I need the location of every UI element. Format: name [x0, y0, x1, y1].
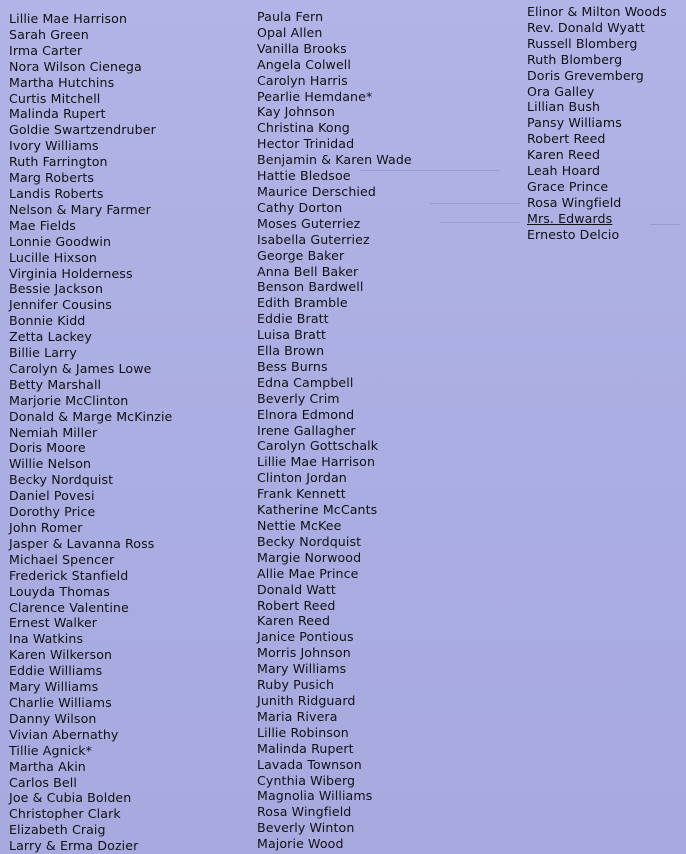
name-entry: Charlie Williams — [9, 694, 112, 710]
name-entry: Angela Colwell — [257, 56, 352, 72]
name-entry: Becky Nordquist — [257, 533, 362, 549]
name-entry: Robert Reed — [257, 597, 336, 613]
name-entry: Grace Prince — [527, 178, 609, 194]
name-entry: Mae Fields — [9, 217, 76, 233]
name-entry: Robert Reed — [527, 131, 606, 147]
name-entry: Rosa Wingfield — [527, 194, 622, 210]
name-entry: Malinda Rupert — [257, 740, 354, 756]
name-entry: Ruth Farrington — [9, 154, 108, 170]
name-entry: Michael Spencer — [9, 551, 115, 567]
name-column-2 — [257, 9, 412, 852]
name-entry: Margie Norwood — [257, 549, 362, 565]
name-entry: Becky Nordquist — [9, 472, 114, 488]
name-entry: Frank Kennett — [257, 486, 346, 502]
name-entry: Maurice Derschied — [257, 183, 376, 199]
name-entry: Janice Pontious — [257, 629, 354, 645]
name-entry: Lillian Bush — [527, 99, 601, 115]
name-entry: Bonnie Kidd — [9, 313, 86, 329]
name-entry: Curtis Mitchell — [9, 90, 101, 106]
name-entry: Allie Mae Prince — [257, 565, 359, 581]
name-entry: Doris Grevemberg — [527, 67, 644, 83]
name-entry: Malinda Rupert — [9, 106, 106, 122]
bleed-through-line — [440, 222, 520, 223]
name-entry: Pearlie Hemdane* — [257, 88, 373, 104]
name-entry: Danny Wilson — [9, 710, 97, 726]
name-entry: Frederick Stanfield — [9, 567, 129, 583]
name-entry: Virginia Holderness — [9, 265, 133, 281]
name-entry: Ella Brown — [257, 343, 325, 359]
name-entry: Nelson & Mary Farmer — [9, 201, 151, 217]
name-entry: Christina Kong — [257, 120, 350, 136]
name-entry: Karen Wilkerson — [9, 647, 113, 663]
name-entry: Cathy Dorton — [257, 199, 343, 215]
name-entry: Irene Gallagher — [257, 422, 356, 438]
name-entry: Zetta Lackey — [9, 329, 92, 345]
name-entry: Elnora Edmond — [257, 406, 355, 422]
name-entry: John Romer — [9, 520, 83, 535]
name-entry: Lillie Mae Harrison — [9, 11, 128, 26]
name-entry: Opal Allen — [257, 24, 323, 40]
name-entry: George Baker — [257, 247, 345, 263]
name-entry: Jennifer Cousins — [9, 297, 112, 313]
name-entry: Landis Roberts — [9, 185, 104, 201]
name-entry: Mrs. Edwards — [527, 210, 613, 226]
name-entry: Mary Williams — [9, 679, 99, 695]
name-entry: Vanilla Brooks — [257, 40, 347, 56]
name-entry: Leah Hoard — [527, 163, 601, 179]
name-entry: Elizabeth Craig — [9, 822, 106, 838]
name-entry: Lillie Mae Harrison — [257, 454, 376, 470]
name-entry: Irma Carter — [9, 42, 83, 58]
name-entry: Beverly Winton — [257, 820, 355, 836]
name-entry: Benson Bardwell — [257, 279, 364, 295]
name-entry: Magnolia Williams — [257, 788, 373, 804]
name-entry: Lavada Townson — [257, 756, 362, 772]
name-entry: Beverly Crim — [257, 390, 340, 406]
name-entry: Eddie Williams — [9, 663, 103, 679]
name-entry: Elinor & Milton Woods — [527, 4, 667, 19]
name-entry: Betty Marshall — [9, 376, 102, 392]
name-entry: Ruth Blomberg — [527, 51, 623, 67]
name-entry: Billie Larry — [9, 345, 77, 361]
name-entry: Kay Johnson — [257, 104, 335, 120]
name-entry: Carolyn & James Lowe — [9, 360, 152, 376]
name-entry: Nora Wilson Cienega — [9, 58, 142, 74]
name-entry: Morris Johnson — [257, 645, 351, 661]
name-entry: Karen Reed — [527, 147, 601, 163]
name-entry: Karen Reed — [257, 613, 331, 629]
name-entry: Doris Moore — [9, 440, 86, 456]
name-entry: Junith Ridguard — [257, 692, 356, 708]
bleed-through-line — [430, 203, 520, 204]
name-entry: Luisa Bratt — [257, 327, 327, 343]
name-entry: Sarah Green — [9, 26, 89, 42]
name-entry: Anna Bell Baker — [257, 263, 359, 279]
name-entry: Majorie Wood — [257, 836, 344, 852]
name-entry: Maria Rivera — [257, 708, 338, 724]
name-entry: Vivian Abernathy — [9, 726, 119, 742]
name-entry: Nettie McKee — [257, 518, 342, 533]
name-entry: Christopher Clark — [9, 806, 121, 822]
name-column-1 — [9, 11, 172, 854]
name-entry: Russell Blomberg — [527, 35, 638, 51]
name-entry: Hector Trinidad — [257, 136, 355, 152]
name-entry: Rosa Wingfield — [257, 804, 352, 820]
name-entry: Goldie Swartzendruber — [9, 122, 156, 138]
name-entry: Pansy Williams — [527, 115, 622, 131]
name-entry: Benjamin & Karen Wade — [257, 152, 412, 168]
name-entry: Joe & Cubia Bolden — [9, 790, 132, 806]
name-entry: Mary Williams — [257, 661, 347, 677]
name-entry: Carlos Bell — [9, 774, 77, 790]
name-entry: Larry & Erma Dozier — [9, 838, 139, 854]
name-entry: Lucille Hixson — [9, 249, 98, 265]
name-entry: Jasper & Lavanna Ross — [9, 535, 155, 551]
name-entry: Ernest Walker — [9, 615, 98, 631]
name-entry: Louyda Thomas — [9, 583, 110, 599]
name-entry: Carolyn Harris — [257, 72, 348, 88]
name-entry: Hattie Bledsoe — [257, 168, 351, 184]
name-entry: Isabella Guterriez — [257, 231, 370, 247]
name-entry: Tillie Agnick* — [9, 742, 93, 758]
name-entry: Ina Watkins — [9, 631, 84, 647]
name-entry: Donald Watt — [257, 581, 336, 597]
name-entry: Martha Hutchins — [9, 74, 115, 90]
name-column-3 — [527, 4, 667, 243]
name-entry: Cynthia Wiberg — [257, 772, 356, 788]
name-entry: Ivory Williams — [9, 138, 99, 154]
name-entry: Marjorie McClinton — [9, 392, 129, 408]
name-entry: Marg Roberts — [9, 170, 95, 186]
name-entry: Nemiah Miller — [9, 424, 98, 440]
name-entry: Willie Nelson — [9, 456, 92, 472]
bleed-through-line — [360, 170, 500, 171]
name-entry: Daniel Povesi — [9, 488, 95, 504]
name-entry: Donald & Marge McKinzie — [9, 408, 173, 424]
name-entry: Eddie Bratt — [257, 311, 329, 327]
name-entry: Bessie Jackson — [9, 281, 104, 297]
name-entry: Rev. Donald Wyatt — [527, 19, 645, 35]
name-entry: Paula Fern — [257, 9, 324, 24]
name-entry: Katherine McCants — [257, 502, 378, 518]
name-entry: Lillie Robinson — [257, 724, 349, 740]
name-entry: Moses Guterriez — [257, 215, 361, 231]
name-entry: Martha Akin — [9, 758, 86, 774]
name-entry: Carolyn Gottschalk — [257, 438, 379, 454]
name-entry: Edna Campbell — [257, 374, 354, 390]
name-entry: Ruby Pusich — [257, 677, 335, 693]
name-entry: Ernesto Delcio — [527, 226, 620, 242]
name-entry: Lonnie Goodwin — [9, 233, 112, 249]
name-entry: Bess Burns — [257, 358, 328, 374]
bleed-through-line — [650, 224, 680, 225]
name-entry: Clarence Valentine — [9, 599, 129, 615]
name-entry: Edith Bramble — [257, 295, 348, 311]
name-entry: Ora Galley — [527, 83, 595, 99]
name-entry: Clinton Jordan — [257, 470, 347, 486]
name-entry: Dorothy Price — [9, 504, 96, 520]
